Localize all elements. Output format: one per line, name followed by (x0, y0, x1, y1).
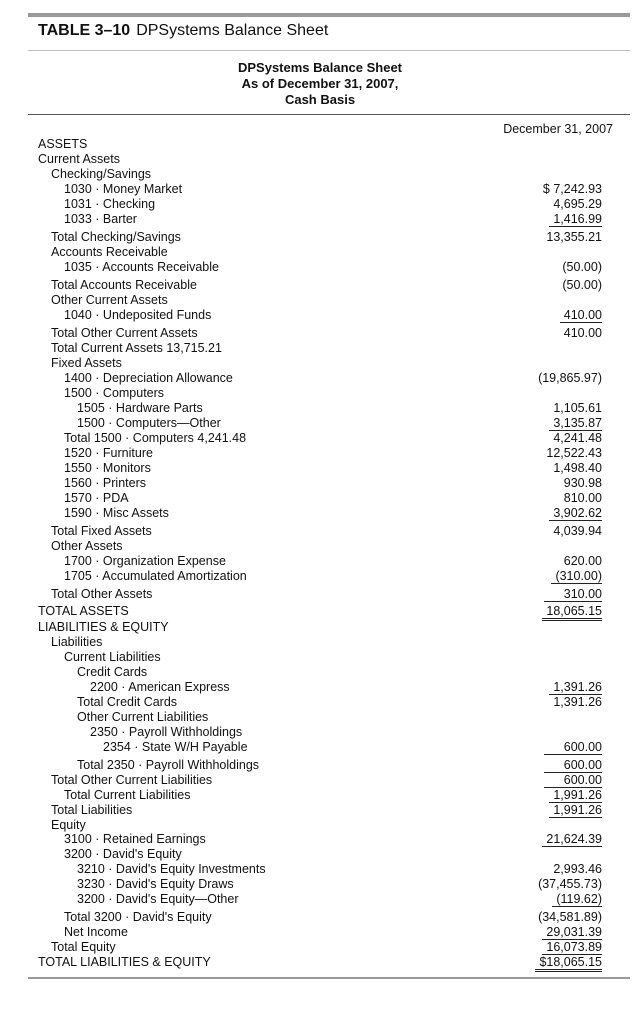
balance-row (0, 182, 640, 196)
row-amount: 13,355.21 (546, 230, 602, 244)
balance-row (0, 847, 640, 861)
table-number: TABLE 3–10 (38, 22, 131, 39)
row-amount: 620.00 (563, 554, 602, 568)
table-caption (38, 22, 328, 40)
row-label: 2354 · State W/H Payable (103, 740, 248, 754)
balance-row (0, 955, 640, 969)
report-title: DPSystems Balance Sheet (237, 60, 403, 75)
row-label: Total Liabilities (51, 803, 133, 817)
row-amount: 600.00 (544, 740, 602, 755)
row-amount: 4,695.29 (553, 197, 602, 211)
row-amount: (310.00) (551, 569, 602, 584)
balance-row (0, 401, 640, 415)
row-label: 1035 · Accounts Receivable (64, 260, 219, 274)
row-label: 2200 · American Express (90, 680, 230, 694)
balance-row (0, 773, 640, 787)
row-amount: 410.00 (560, 308, 602, 323)
row-label: 1030 · Money Market (64, 182, 183, 196)
balance-row (0, 212, 640, 226)
row-amount: $ 7,242.93 (542, 182, 602, 196)
row-label: Checking/Savings (51, 167, 152, 181)
balance-row (0, 650, 640, 664)
row-amount: 2,993.46 (553, 862, 602, 876)
balance-row (0, 524, 640, 538)
balance-row (0, 197, 640, 211)
row-label: Net Income (64, 925, 128, 939)
row-label: Current Assets (38, 152, 120, 166)
balance-row (0, 461, 640, 475)
row-amount: 410.00 (563, 326, 602, 340)
balance-row (0, 620, 640, 634)
balance-row (0, 260, 640, 274)
row-amount: 1,416.99 (549, 212, 602, 227)
row-label: Total Fixed Assets (51, 524, 152, 538)
row-label: Total 3200 · David's Equity (64, 910, 212, 924)
row-label: Total Other Current Assets (51, 326, 198, 340)
row-label: 1500 · Computers—Other (77, 416, 221, 430)
balance-row (0, 788, 640, 802)
row-amount: 3,135.87 (549, 416, 602, 431)
row-label: Other Assets (51, 539, 123, 553)
row-amount: 1,991.26 (549, 803, 602, 818)
row-amount: (37,455.73) (538, 877, 602, 891)
row-amount: 4,241.48 (553, 431, 602, 445)
row-amount: 21,624.39 (542, 832, 602, 847)
row-amount: (119.62) (552, 892, 602, 907)
balance-row (0, 371, 640, 385)
column-header: December 31, 2007 (503, 122, 613, 136)
row-label: Total 2350 · Payroll Withholdings (77, 758, 260, 772)
row-label: TOTAL ASSETS (38, 604, 129, 618)
row-label: TOTAL LIABILITIES & EQUITY (38, 955, 211, 969)
balance-row (0, 506, 640, 520)
row-label: Credit Cards (77, 665, 148, 679)
row-amount: (19,865.97) (538, 371, 602, 385)
balance-row (0, 230, 640, 244)
balance-row (0, 245, 640, 259)
row-label: 1040 · Undeposited Funds (64, 308, 212, 322)
row-amount: 1,991.26 (549, 788, 602, 803)
balance-row (0, 862, 640, 876)
balance-row (0, 680, 640, 694)
row-label: Total Current Assets 13,715.21 (51, 341, 222, 355)
row-label: Other Current Assets (51, 293, 168, 307)
balance-row (0, 665, 640, 679)
balance-row (0, 910, 640, 924)
row-label: Total Current Liabilities (64, 788, 191, 802)
row-label: 1705 · Accumulated Amortization (64, 569, 247, 583)
row-label: 2350 · Payroll Withholdings (90, 725, 243, 739)
row-amount: 16,073.89 (542, 940, 602, 955)
row-label: Total Other Assets (51, 587, 153, 601)
balance-row (0, 431, 640, 445)
row-label: Total Other Current Liabilities (51, 773, 213, 787)
row-label: 1400 · Depreciation Allowance (64, 371, 233, 385)
row-label: Fixed Assets (51, 356, 122, 370)
balance-row (0, 758, 640, 772)
row-amount: (50.00) (562, 260, 602, 274)
balance-row (0, 446, 640, 460)
row-amount: 1,391.26 (549, 680, 602, 695)
row-amount: 310.00 (544, 587, 602, 602)
balance-row (0, 308, 640, 322)
row-label: Current Liabilities (64, 650, 161, 664)
balance-row (0, 925, 640, 939)
row-label: 1550 · Monitors (64, 461, 151, 475)
row-amount: 29,031.39 (542, 925, 602, 940)
balance-row (0, 569, 640, 583)
top-rule (28, 13, 630, 17)
balance-row (0, 695, 640, 709)
balance-row (0, 278, 640, 292)
row-label: Total Accounts Receivable (51, 278, 197, 292)
table-title: DPSystems Balance Sheet (136, 22, 329, 39)
balance-row (0, 940, 640, 954)
caption-rule (28, 50, 630, 51)
balance-row (0, 341, 640, 355)
bottom-rule (28, 977, 630, 979)
row-label: Other Current Liabilities (77, 710, 209, 724)
row-label: 1500 · Computers (64, 386, 165, 400)
row-amount: 4,039.94 (553, 524, 602, 538)
balance-row (0, 356, 640, 370)
row-amount: 18,065.15 (542, 604, 602, 621)
row-label: 1033 · Barter (64, 212, 137, 226)
report-basis: Cash Basis (284, 92, 356, 107)
balance-row (0, 476, 640, 490)
balance-row (0, 832, 640, 846)
row-label: ASSETS (38, 137, 88, 151)
balance-row (0, 293, 640, 307)
row-amount: 810.00 (563, 491, 602, 505)
row-amount: (50.00) (562, 278, 602, 292)
row-label: LIABILITIES & EQUITY (38, 620, 169, 634)
row-label: 1031 · Checking (64, 197, 156, 211)
row-label: 3210 · David's Equity Investments (77, 862, 266, 876)
row-label: 3100 · Retained Earnings (64, 832, 206, 846)
row-label: Equity (51, 818, 86, 832)
balance-row (0, 539, 640, 553)
balance-row (0, 604, 640, 618)
row-label: 3200 · David's Equity (64, 847, 182, 861)
row-label: Total Checking/Savings (51, 230, 181, 244)
balance-row (0, 152, 640, 166)
row-label: Liabilities (51, 635, 103, 649)
balance-row (0, 416, 640, 430)
balance-row (0, 137, 640, 151)
balance-row (0, 491, 640, 505)
row-label: 3230 · David's Equity Draws (77, 877, 234, 891)
balance-row (0, 326, 640, 340)
row-amount: $18,065.15 (535, 955, 602, 972)
balance-row (0, 803, 640, 817)
row-label: 1505 · Hardware Parts (77, 401, 203, 415)
balance-row (0, 877, 640, 891)
row-amount: 12,522.43 (546, 446, 602, 460)
balance-row (0, 386, 640, 400)
row-amount: 1,105.61 (553, 401, 602, 415)
row-amount: 3,902.62 (549, 506, 602, 521)
row-label: 1590 · Misc Assets (64, 506, 169, 520)
row-label: 1570 · PDA (64, 491, 129, 505)
balance-row (0, 710, 640, 724)
row-amount: 600.00 (544, 773, 602, 788)
row-label: 1560 · Printers (64, 476, 146, 490)
balance-row (0, 740, 640, 754)
balance-row (0, 635, 640, 649)
row-label: 3200 · David's Equity—Other (77, 892, 239, 906)
row-label: Total Credit Cards (77, 695, 178, 709)
balance-row (0, 818, 640, 832)
row-amount: (34,581.89) (538, 910, 602, 924)
row-amount: 930.98 (563, 476, 602, 490)
report-date: As of December 31, 2007, (241, 76, 399, 91)
row-label: 1700 · Organization Expense (64, 554, 226, 568)
balance-row (0, 554, 640, 568)
balance-row (0, 725, 640, 739)
balance-row (0, 167, 640, 181)
balance-row (0, 587, 640, 601)
row-amount: 600.00 (544, 758, 602, 773)
row-amount: 1,391.26 (553, 695, 602, 709)
row-label: Total Equity (51, 940, 116, 954)
row-label: 1520 · Furniture (64, 446, 153, 460)
heading-rule (28, 114, 630, 115)
balance-row (0, 892, 640, 906)
row-label: Total 1500 · Computers 4,241.48 (64, 431, 247, 445)
row-label: Accounts Receivable (51, 245, 168, 259)
row-amount: 1,498.40 (553, 461, 602, 475)
